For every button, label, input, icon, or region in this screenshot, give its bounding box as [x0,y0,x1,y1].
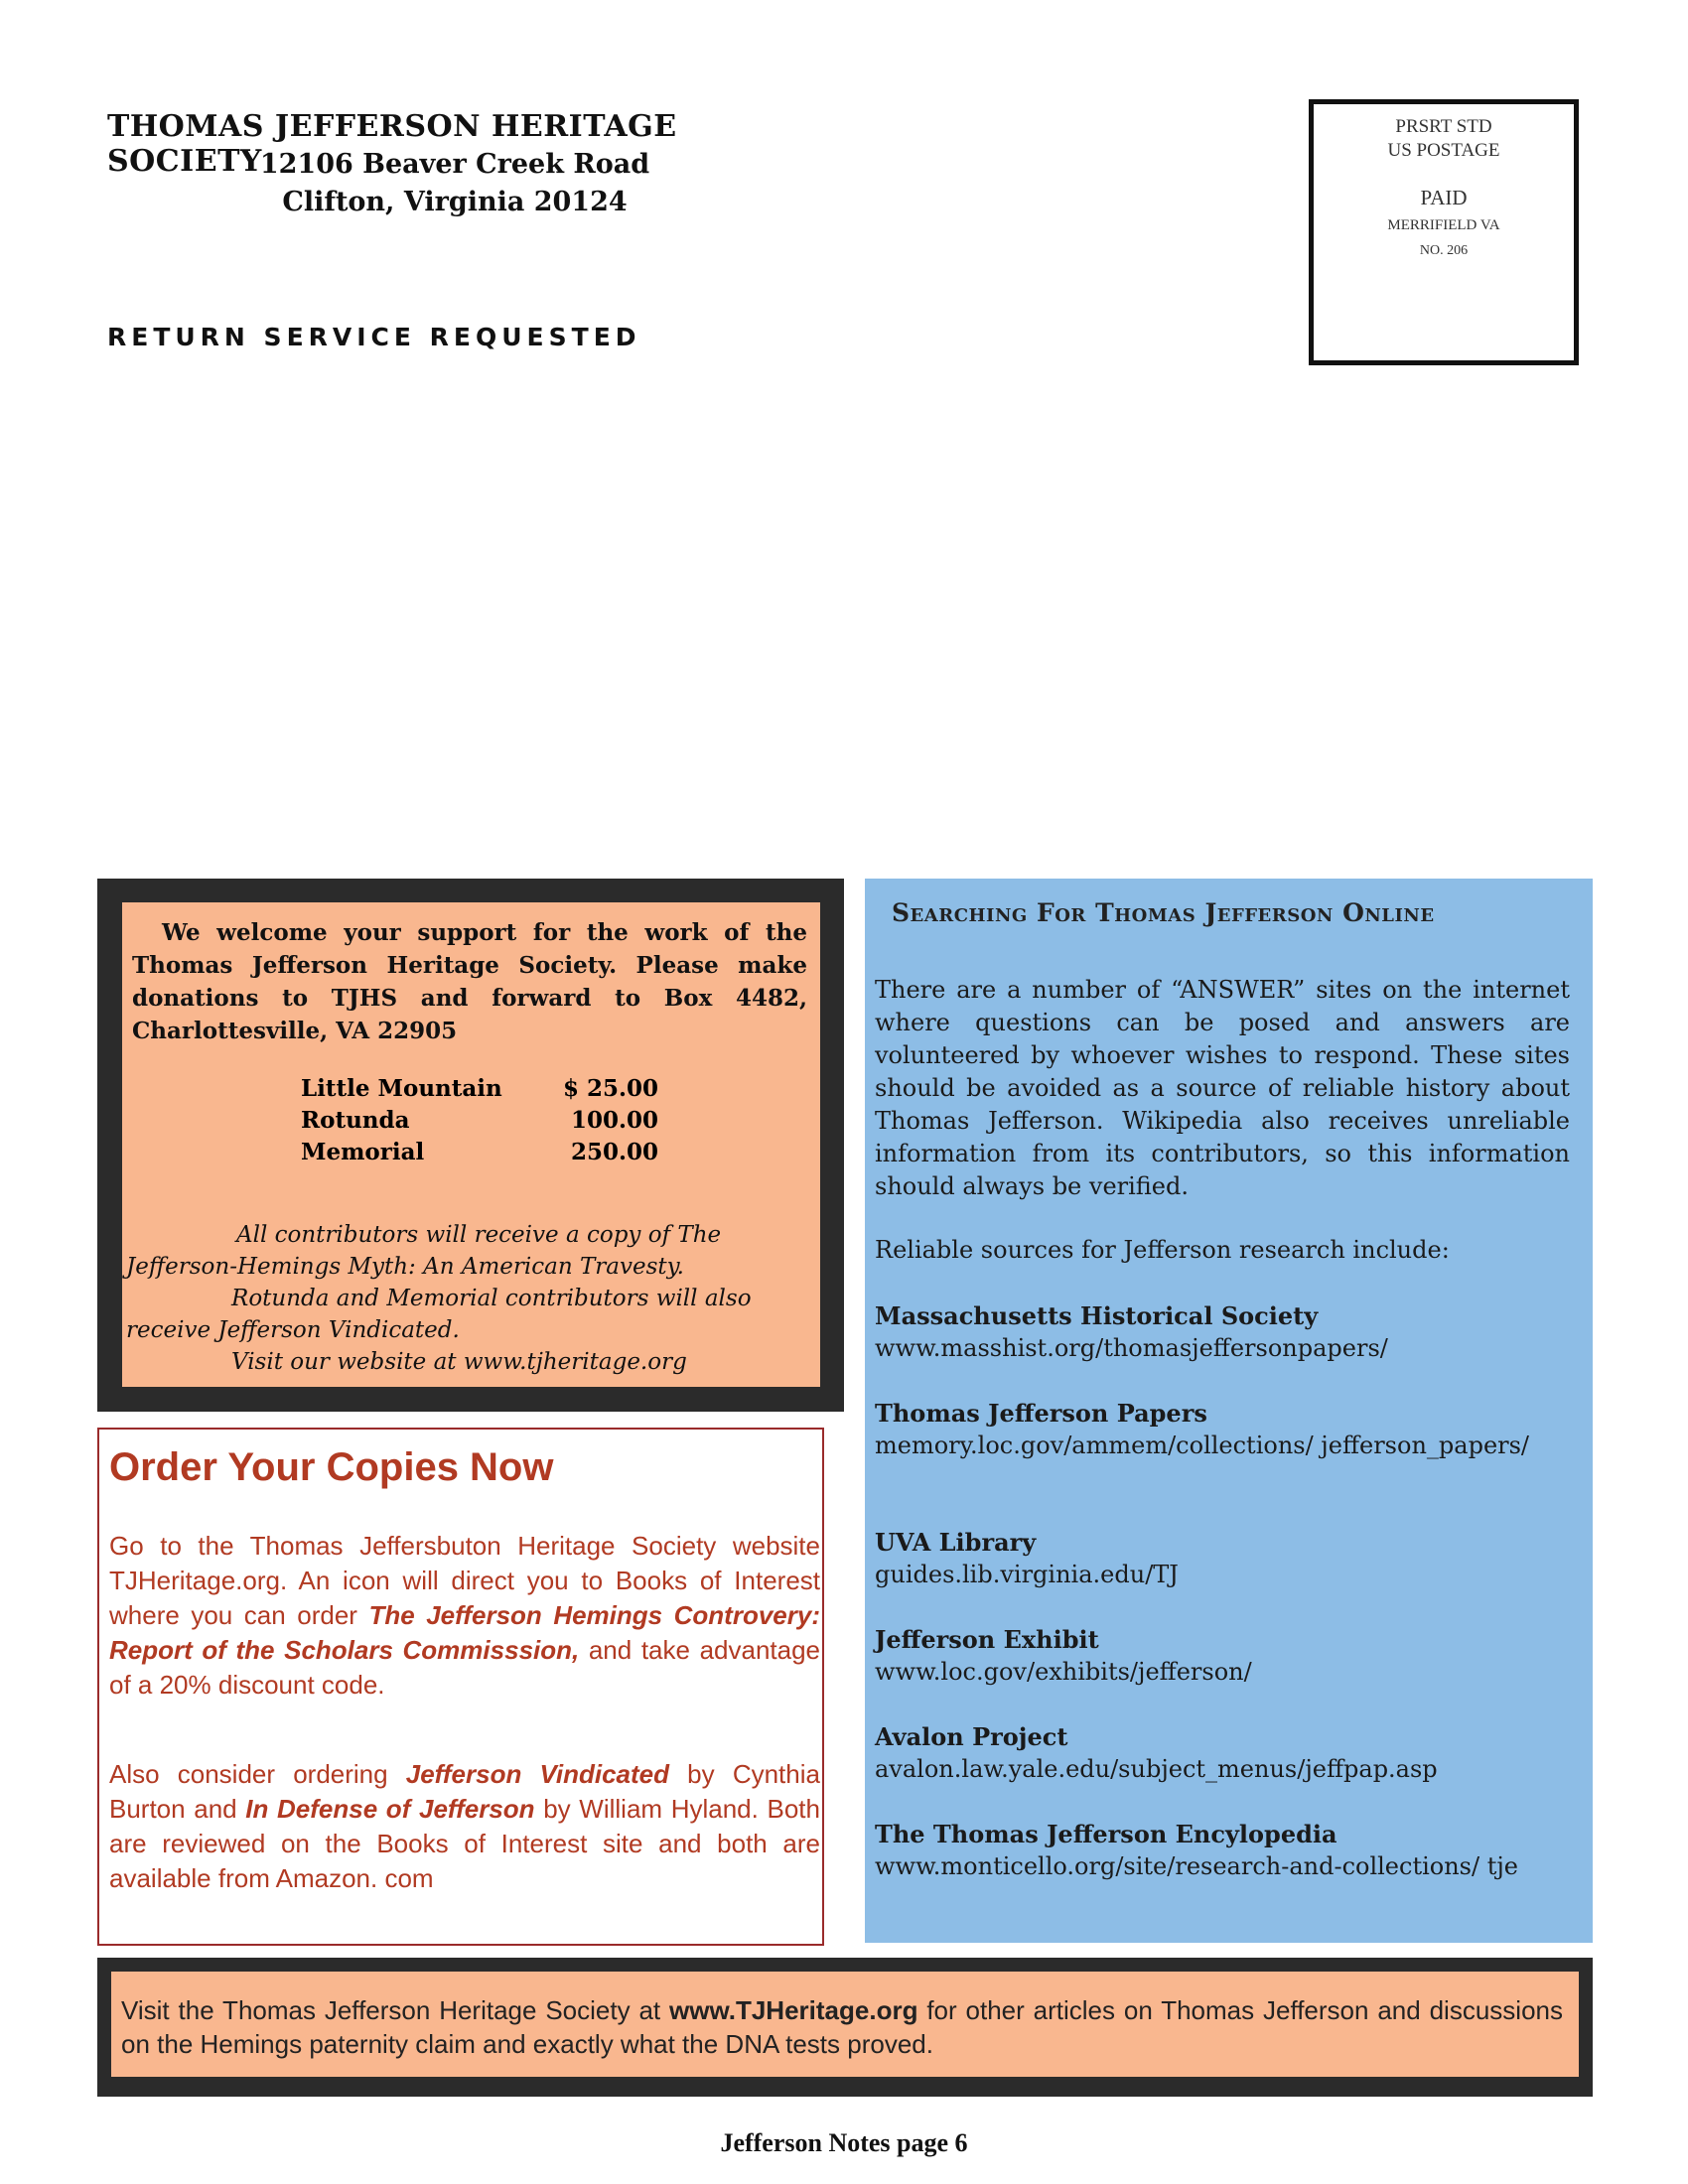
postage-location: MERRIFIELD VA [1387,217,1500,233]
order-text: and take advantage of a 20% discount code. [109,1635,821,1700]
source-item [875,1397,1570,1462]
website-link[interactable]: www.TJHeritage.org [669,1995,918,2025]
order-text: by Cynthia Burton and [109,1759,820,1824]
contributor-note-4: receive Jefferson Vindicated. [126,1317,460,1343]
source-url: www.monticello.org/site/research-and-collections/ tje [875,1852,1518,1880]
footer-text-b: for other articles on Thomas Jefferson and discussions on the Hemings paternity claim and exactly what the DNA tests proved. [121,1995,1563,2059]
tier-name: Little Mountain [301,1075,502,1102]
source-name: Avalon Project [875,1722,1068,1751]
return-service-requested: RETURN SERVICE REQUESTED [107,323,641,351]
source-item [875,1526,1570,1591]
postage-label: US POSTAGE [1387,140,1500,161]
contributor-note-1: All contributors will receive a copy of The [236,1222,722,1248]
donation-panel [97,879,844,1412]
book-title: Jefferson Vindicated [405,1759,670,1789]
tier-amount: 100.00 [570,1107,658,1134]
order-paragraph-1 [109,1529,820,1703]
postage-class: PRSRT STD [1395,116,1492,137]
order-text: Go to the Thomas Jeffersbuton Heritage Society website TJHeritage.org. An icon will direct you to Books of Interest where you can order [109,1531,820,1630]
source-name: Thomas Jefferson Papers [875,1399,1207,1428]
tier-amount: $ 25.00 [562,1075,658,1102]
source-item [875,1720,1570,1786]
order-title: Order Your Copies Now [109,1445,554,1489]
source-item [875,1623,1570,1689]
order-text: Also consider ordering [109,1759,406,1789]
tier-name: Rotunda [301,1107,410,1134]
contributor-note-3: Rotunda and Memorial contributors will also [231,1286,752,1311]
order-copies-panel [97,1428,824,1946]
footer-panel [97,1958,1593,2097]
source-item [875,1299,1570,1365]
source-name: Jefferson Exhibit [875,1625,1099,1654]
source-name: UVA Library [875,1528,1037,1557]
return-address-street: 12106 Beaver Creek Road [259,149,650,180]
page-number: Jefferson Notes page 6 [720,2128,968,2157]
source-url: guides.lib.virginia.edu/TJ [875,1561,1179,1588]
tier-name: Memorial [301,1139,425,1165]
footer-text-a: Visit the Thomas Jefferson Heritage Society at [121,1995,670,2025]
postage-permit-number: NO. 206 [1419,243,1469,258]
search-online-panel [865,879,1593,1943]
donation-intro: We welcome your support for the work of the Thomas Jefferson Heritage Society. Please make donations to TJHS and forward to Box 4482, Charlottesville, VA 22905 [132,919,807,1044]
source-name: Massachusetts Historical Society [875,1301,1319,1330]
book-title: In Defense of Jefferson [245,1794,535,1824]
source-name: The Thomas Jefferson Encylopedia [875,1820,1337,1848]
source-url: www.loc.gov/exhibits/jefferson/ [875,1658,1252,1686]
postage-paid: PAID [1420,186,1468,209]
website-note: Visit our website at www.tjheritage.org [231,1349,687,1375]
book-title: The Jefferson Hemings Controvery: Report of the Scholars Commisssion, [109,1600,820,1665]
footer-panel-inner [111,1972,1579,2077]
return-address-city: Clifton, Virginia 20124 [282,187,628,217]
source-item [875,1818,1570,1883]
postage-indicia [1309,99,1579,365]
order-text: by William Hyland. Both are reviewed on the Books of Interest site and both are available from Amazon. com [109,1794,820,1893]
donation-panel-inner [122,902,820,1387]
order-paragraph-2 [109,1757,820,1896]
contributor-note-2: Jefferson-Hemings Myth: An American Travesty. [126,1254,684,1280]
tier-amount: 250.00 [570,1139,658,1165]
search-intro: There are a number of “ANSWER” sites on the internet where questions can be posed and answers are volunteered by whoever wishes to respond. These sites should be avoided as a source of reliable history about Thomas Jefferson. Wikipedia also receives unreliable information from its contributors, so this information should always be verified. [875,976,1570,1200]
search-title: Searching For Thomas Jefferson Online [892,898,1435,927]
footer-text [121,1993,1563,2061]
source-url: www.masshist.org/thomasjeffersonpapers/ [875,1334,1388,1362]
reliable-sources-heading: Reliable sources for Jefferson research include: [875,1236,1450,1264]
source-url: memory.loc.gov/ammem/collections/ jefferson_papers/ [875,1432,1530,1459]
return-address-name: THOMAS JEFFERSON HERITAGE SOCIETY [107,109,677,179]
source-url: avalon.law.yale.edu/subject_menus/jeffpap.asp [875,1755,1438,1783]
